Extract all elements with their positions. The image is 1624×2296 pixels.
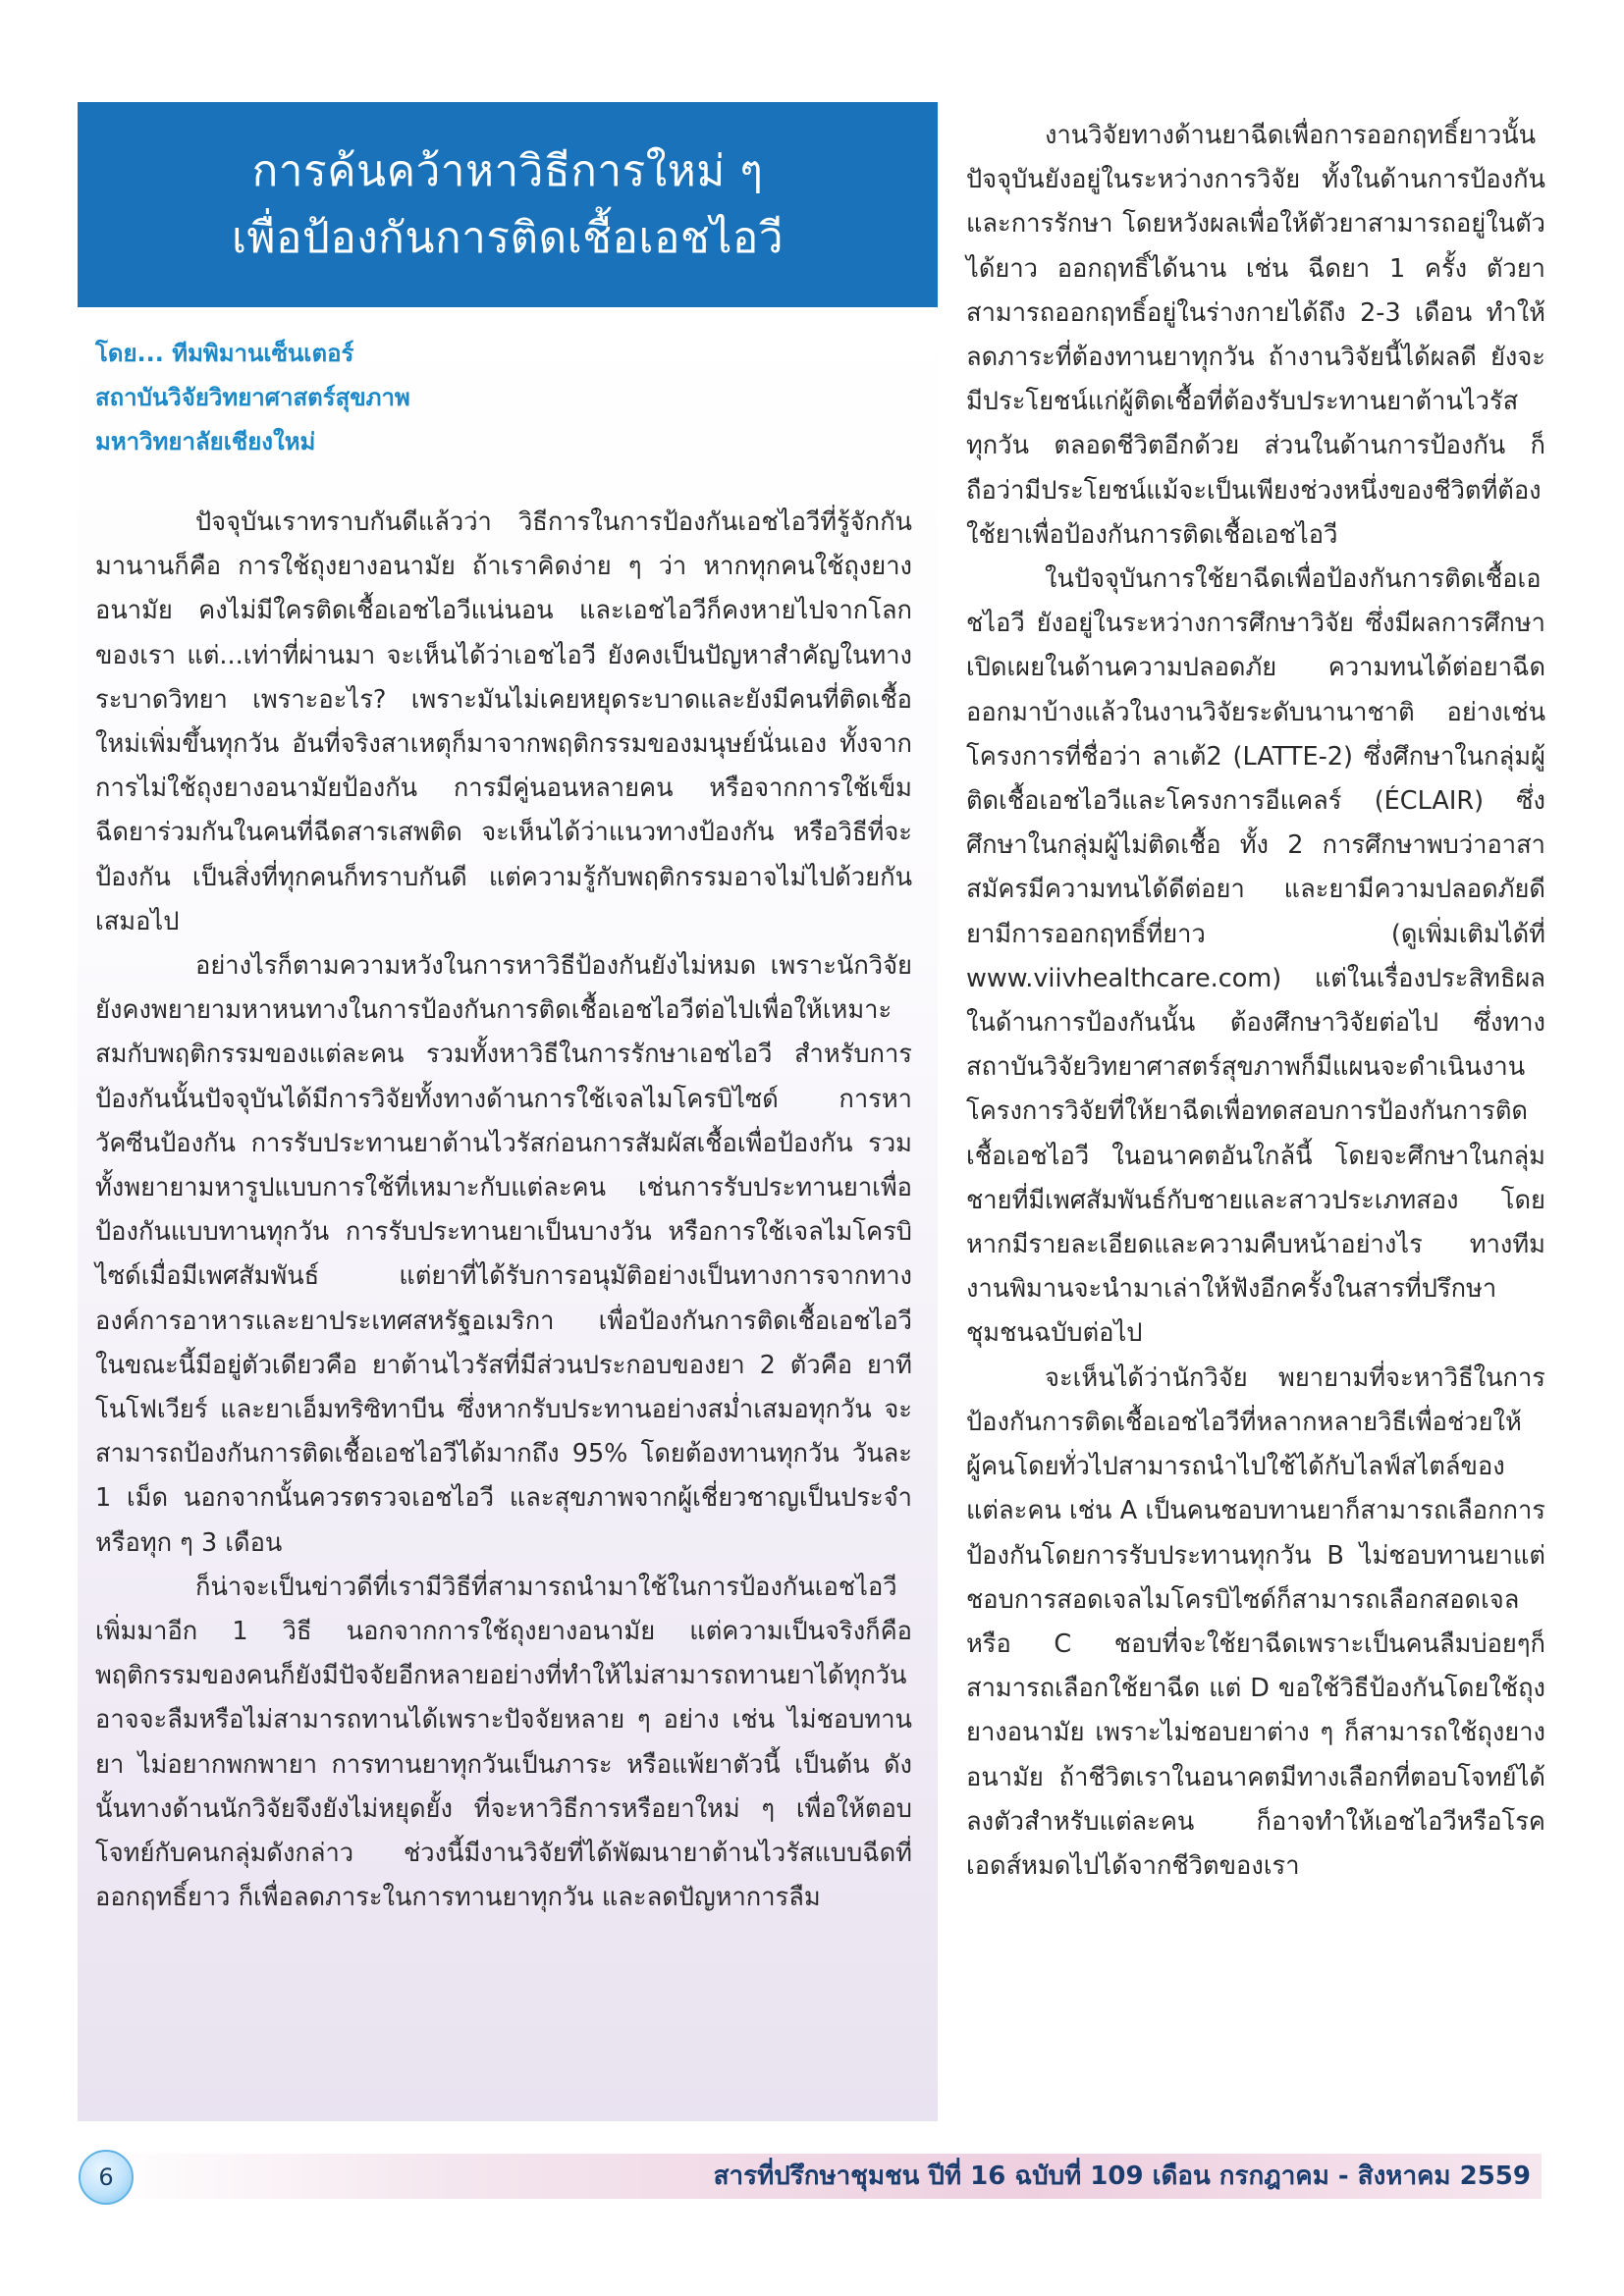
page-number: 6 <box>98 2163 114 2191</box>
article-title-line-1: การค้นคว้าหาวิธีการใหม่ ๆ <box>251 145 764 196</box>
byline-institute: สถาบันวิจัยวิทยาศาสตร์สุขภาพ <box>95 384 410 411</box>
paragraph: อย่างไรก็ตามความหวังในการหาวิธีป้องกันยังไม่หมด เพราะนักวิจัยยังคงพยายามหาหนทางในการป้องกันการติดเชื้อเอชไอวีต่อไปเพื่อให้เหมาะสมกับพฤติกรรมของแต่ละคน รวมทั้งหาวิธีในการรักษาเอชไอวี สำหรับการป้องกันนั้นปัจจุบันได้มีการวิจัยทั้งทางด้านการใช้เจลไมโครบิไซด์ การหาวัคซีนป้องกัน การรับประทานยาต้านไวรัสก่อนการสัมผัสเชื้อเพื่อป้องกัน รวมทั้งพยายามหารูปแบบการใช้ที่เหมาะกับแต่ละคน เช่นการรับประทานยาเพื่อป้องกันแบบทานทุกวัน การรับประทานยาเป็นบางวัน หรือการใช้เจลไมโครบิไซด์เมื่อมีเพศสัมพันธ์ แต่ยาที่ได้รับการอนุมัติอย่างเป็นทางการจากทางองค์การอาหารและยาประเทศสหรัฐอเมริกา เพื่อป้องกันการติดเชื้อเอชไอวี ในขณะนี้มีอยู่ตัวเดียวคือ ยาต้านไวรัสที่มีส่วนประกอบของยา 2 ตัวคือ ยาทีโนโฟเวียร์ และยาเอ็มทริซิทาบีน ซึ่งหากรับประทานอย่างสม่ำเสมอทุกวัน จะสามารถป้องกันการติดเชื้อเอชไอวีได้มากถึง 95% โดยต้องทานทุกวัน วันละ 1 เม็ด นอกจากนั้นควรตรวจเอชไอวี และสุขภาพจากผู้เชี่ยวชาญเป็นประจำ หรือทุก ๆ 3 เดือน <box>95 951 912 1558</box>
paragraph: ปัจจุบันเราทราบกันดีแล้วว่า วิธีการในการป้องกันเอชไอวีที่รู้จักกันมานานก็คือ การใช้ถุงยางอนามัย ถ้าเราคิดง่าย ๆ ว่า หากทุกคนใช้ถุงยางอนามัย คงไม่มีใครติดเชื้อเอชไอวีแน่นอน และเอชไอวีก็คงหายไปจากโลกของเรา แต่...เท่าที่ผ่านมา จะเห็นได้ว่าเอชไอวี ยังคงเป็นปัญหาสำคัญในทางระบาดวิทยา เพราะอะไร? เพราะมันไม่เคยหยุดระบาดและยังมีคนที่ติดเชื้อใหม่เพิ่มขึ้นทุกวัน อันที่จริงสาเหตุก็มาจากพฤติกรรมของมนุษย์นั่นเอง ทั้งจากการไม่ใช้ถุงยางอนามัยป้องกัน การมีคู่นอนหลายคน หรือจากการใช้เข็มฉีดยาร่วมกันในคนที่ฉีดสารเสพติด จะเห็นได้ว่าแนวทางป้องกัน หรือวิธีที่จะป้องกัน เป็นสิ่งที่ทุกคนก็ทราบกันดี แต่ความรู้กับพฤติกรรมอาจไม่ไปด้วยกันเสมอไป <box>95 507 912 936</box>
left-column-text <box>95 501 912 1921</box>
paragraph: งานวิจัยทางด้านยาฉีดเพื่อการออกฤทธิ์ยาวนั้น ปัจจุบันยังอยู่ในระหว่างการวิจัย ทั้งในด้านการป้องกันและการรักษา โดยหวังผลเพื่อให้ตัวยาสามารถอยู่ในตัวได้ยาว ออกฤทธิ์ได้นาน เช่น ฉีดยา 1 ครั้ง ตัวยาสามารถออกฤทธิ์อยู่ในร่างกายได้ถึง 2-3 เดือน ทำให้ลดภาระที่ต้องทานยาทุกวัน ถ้างานวิจัยนี้ได้ผลดี ยังจะมีประโยชน์แก่ผู้ติดเชื้อที่ต้องรับประทานยาต้านไวรัสทุกวัน ตลอดชีวิตอีกด้วย ส่วนในด้านการป้องกัน ก็ถือว่ามีประโยชน์แม้จะเป็นเพียงช่วงหนึ่งของชีวิตที่ต้องใช้ยาเพื่อป้องกันการติดเชื้อเอชไอวี <box>966 121 1545 550</box>
byline-author: โดย... ทีมพิมานเซ็นเตอร์ <box>95 340 354 367</box>
byline-university: มหาวิทยาลัยเชียงใหม่ <box>95 428 316 455</box>
author-byline <box>95 332 684 464</box>
article-title-box <box>78 102 938 307</box>
page-number-badge <box>79 2150 134 2205</box>
paragraph: จะเห็นได้ว่านักวิจัย พยายามที่จะหาวิธีในการป้องกันการติดเชื้อเอชไอวีที่หลากหลายวิธีเพื่อช่วยให้ผู้คนโดยทั่วไปสามารถนำไปใช้ได้กับไลฟ์สไตล์ของแต่ละคน เช่น A เป็นคนชอบทานยาก็สามารถเลือกการป้องกันโดยการรับประทานทุกวัน B ไม่ชอบทานยาแต่ชอบการสอดเจลไมโครบิไซด์ก็สามารถเลือกสอดเจล หรือ C ชอบที่จะใช้ยาฉีดเพราะเป็นคนลืมบ่อยๆก็สามารถเลือกใช้ยาฉีด แต่ D ขอใช้วิธีป้องกันโดยใช้ถุงยางอนามัย เพราะไม่ชอบยาต่าง ๆ ก็สามารถใช้ถุงยางอนามัย ถ้าชีวิตเราในอนาคตมีทางเลือกที่ตอบโจทย์ได้ลงตัวสำหรับแต่ละคน ก็อาจทำให้เอชไอวีหรือโรคเอดส์หมดไปได้จากชีวิตของเรา <box>966 1362 1545 1881</box>
article-title-line-2: เพื่อป้องกันการติดเชื้อเอชไอวี <box>231 212 785 263</box>
footer-publication-info: สารที่ปรึกษาชุมชน ปีที่ 16 ฉบับที่ 109 เดือน กรกฎาคม - สิงหาคม 2559 <box>713 2162 1531 2191</box>
paragraph: ในปัจจุบันการใช้ยาฉีดเพื่อป้องกันการติดเชื้อเอชไอวี ยังอยู่ในระหว่างการศึกษาวิจัย ซึ่งมีผลการศึกษาเปิดเผยในด้านความปลอดภัย ความทนได้ต่อยาฉีดออกมาบ้างแล้วในงานวิจัยระดับนานาชาติ อย่างเช่นโครงการที่ชื่อว่า ลาเต้2 (LATTE-2) ซึ่งศึกษาในกลุ่มผู้ติดเชื้อเอชไอวีและโครงการอีแคลร์ (ÉCLAIR) ซึ่งศึกษาในกลุ่มผู้ไม่ติดเชื้อ ทั้ง 2 การศึกษาพบว่าอาสาสมัครมีความทนได้ดีต่อยา และยามีความปลอดภัยดี ยามีการออกฤทธิ์ที่ยาว (ดูเพิ่มเติมได้ที่ www.viivhealthcare.com) แต่ในเรื่องประสิทธิผลในด้านการป้องกันนั้น ต้องศึกษาวิจัยต่อไป ซึ่งทางสถาบันวิจัยวิทยาศาสตร์สุขภาพก็มีแผนจะดำเนินงานโครงการวิจัยที่ให้ยาฉีดเพื่อทดสอบการป้องกันการติดเชื้อเอชไอวี ในอนาคตอันใกล้นี้ โดยจะศึกษาในกลุ่มชายที่มีเพศสัมพันธ์กับชายและสาวประเภทสอง โดยหากมีรายละเอียดและความคืบหน้าอย่างไร ทางทีมงานพิมานจะนำมาเล่าให้ฟังอีกครั้งในสารที่ปรึกษาชุมชนฉบับต่อไป <box>966 564 1545 1349</box>
right-column-text <box>966 114 1545 1889</box>
paragraph: ก็น่าจะเป็นข่าวดีที่เรามีวิธีที่สามารถนำมาใช้ในการป้องกันเอชไอวีเพิ่มมาอีก 1 วิธี นอกจากการใช้ถุงยางอนามัย แต่ความเป็นจริงก็คือพฤติกรรมของคนก็ยังมีปัจจัยอีกหลายอย่างที่ทำให้ไม่สามารถทานยาได้ทุกวัน อาจจะลืมหรือไม่สามารถทานได้เพราะปัจจัยหลาย ๆ อย่าง เช่น ไม่ชอบทานยา ไม่อยากพกพายา การทานยาทุกวันเป็นภาระ หรือแพ้ยาตัวนี้ เป็นต้น ดังนั้นทางด้านนักวิจัยจึงยังไม่หยุดยั้ง ที่จะหาวิธีการหรือยาใหม่ ๆ เพื่อให้ตอบโจทย์กับคนกลุ่มดังกล่าว ช่วงนี้มีงานวิจัยที่ได้พัฒนายาต้านไวรัสแบบฉีดที่ออกฤทธิ์ยาว ก็เพื่อลดภาระในการทานยาทุกวัน และลดปัญหาการลืม <box>95 1572 912 1913</box>
